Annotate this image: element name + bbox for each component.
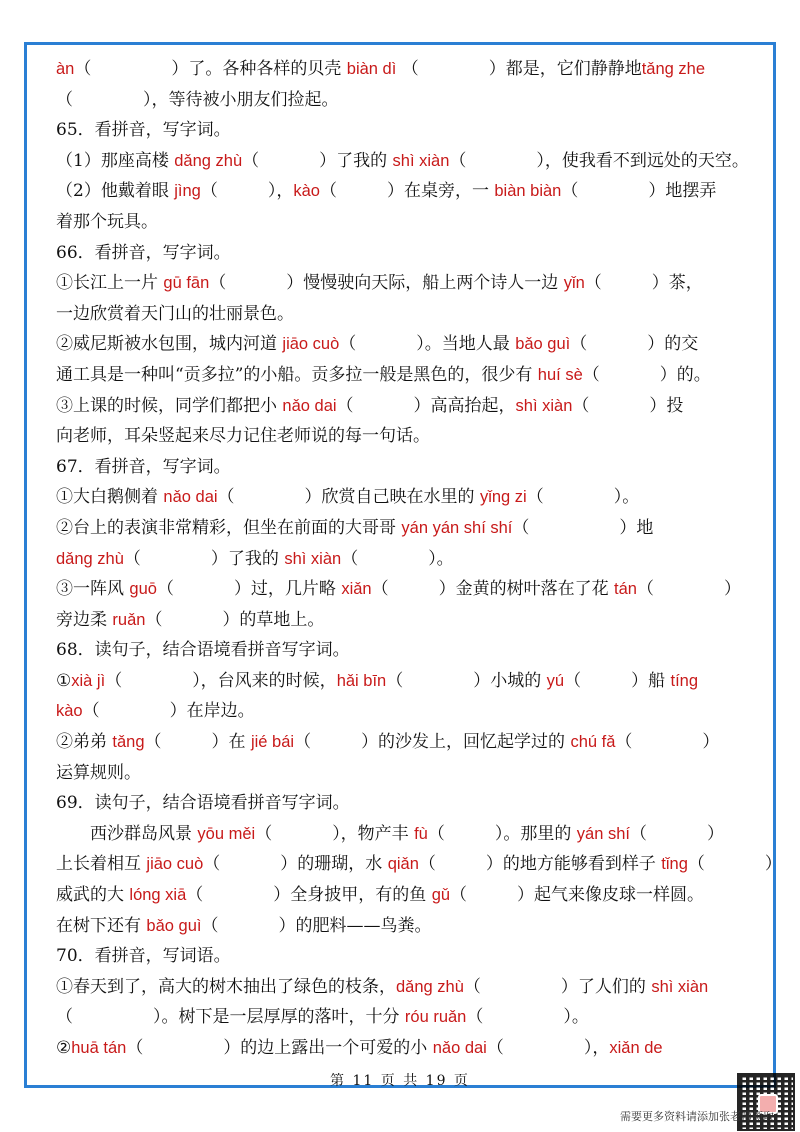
pinyin: xiǎn (341, 580, 372, 599)
worksheet-content (56, 54, 782, 1064)
pinyin: gū fān (163, 274, 210, 293)
text: （ (572, 395, 590, 416)
text-line (56, 972, 756, 1003)
text: （ (636, 579, 654, 600)
page-footer: 第 11 页 共 19 页 (330, 1073, 470, 1089)
pinyin: bǎo guì (146, 916, 202, 935)
pinyin: dǎng zhù (396, 977, 464, 996)
text: ） (723, 579, 741, 600)
text: （ (203, 854, 221, 875)
pinyin: jiāo cuò (282, 335, 340, 354)
text: ）在岸边。 (169, 701, 255, 722)
text: （ (449, 150, 467, 171)
text: ）在 (211, 732, 251, 753)
text: （ (687, 854, 705, 875)
pinyin: yán yán shí shí (401, 518, 513, 537)
text-line (56, 299, 756, 330)
text: 旁边柔 (56, 609, 113, 630)
text: （ (74, 59, 92, 79)
text: ）茶， (651, 273, 703, 294)
text: ）过，几片略 (233, 579, 342, 600)
text: （ (615, 732, 633, 753)
text: 通工具是一种叫“贡多拉”的小船。贡多拉一般是黑色的，很少有 (56, 364, 538, 385)
promo-text: 需要更多资料请添加张老师领取 (620, 1110, 774, 1123)
text: （ (339, 334, 357, 355)
text-line (56, 666, 756, 697)
text-line (56, 482, 756, 513)
text: 运算规则。 (56, 762, 141, 783)
text: 一边欣赏着天门山的壮丽景色。 (56, 303, 294, 324)
text-line (56, 238, 756, 269)
text-line (56, 788, 756, 819)
text: ），等待被小朋友们捡起。 (143, 89, 339, 110)
pinyin: yǐng zi (479, 488, 527, 507)
text: ①大白鹅侧着 (56, 487, 164, 508)
text: （ (486, 1038, 504, 1058)
text: ①长江上一片 (56, 273, 164, 294)
text: （ (56, 89, 73, 110)
pinyin: jìng (174, 182, 201, 201)
text: （ (341, 548, 359, 569)
pinyin: yán shí (576, 824, 630, 843)
pinyin: guō (129, 580, 157, 599)
text: 69．读句子，结合语境看拼音写字词。 (56, 793, 350, 814)
text: ）的肥料——鸟粪。 (278, 915, 432, 936)
pinyin: qiǎn (387, 855, 419, 874)
text-line (56, 268, 756, 299)
pinyin: jié bái (250, 733, 295, 752)
text: （ (418, 854, 436, 875)
text: ）的沙发上，回忆起学过的 (361, 732, 571, 753)
text: ①春天到了，高大的树木抽出了绿色的枝条， (56, 976, 396, 997)
text-line (56, 115, 756, 146)
text: ）小城的 (473, 670, 547, 691)
pinyin: tǎng (112, 733, 145, 752)
pinyin: tíng (670, 671, 699, 690)
text: 67．看拼音，写字词。 (56, 456, 231, 477)
text-line (56, 1002, 756, 1033)
text: （ (629, 823, 647, 844)
text-line (56, 329, 756, 360)
text: ） (706, 823, 724, 844)
text-line (56, 85, 756, 116)
text: ）起气来像皮球一样圆。 (517, 885, 705, 906)
pinyin: xiǎn de (609, 1039, 663, 1057)
text: 68．读句子，结合语境看拼音写字词。 (56, 640, 350, 661)
text-line (56, 421, 756, 452)
text: ）了。各种各样的贝壳 (171, 59, 347, 79)
text: 66．看拼音，写字词。 (56, 242, 231, 263)
text: ）。那里的 (494, 823, 577, 844)
text-line (56, 911, 756, 942)
text: （ (156, 579, 174, 600)
pinyin: dǎng zhù (174, 151, 243, 170)
text: （ (123, 548, 141, 569)
pinyin: biàn dì (346, 60, 397, 78)
text: （ (200, 181, 218, 202)
text: （ (463, 976, 481, 997)
text: 着那个玩具。 (56, 211, 158, 232)
pinyin: huā tán (71, 1039, 127, 1057)
text: ）， (267, 181, 294, 202)
text: ）。 (613, 487, 640, 508)
text: ③上课的时候，同学们都把小 (56, 395, 283, 416)
text: （ (526, 487, 544, 508)
text: （ (82, 701, 100, 722)
pinyin: chú fǎ (570, 733, 616, 752)
text: （ (145, 609, 163, 630)
pinyin: shì xiàn (284, 549, 342, 568)
text: ）了人们的 (560, 976, 652, 997)
text: （ (561, 181, 579, 202)
text: （ (56, 1007, 73, 1028)
text: 在树下还有 (56, 915, 147, 936)
text: （ (396, 59, 419, 79)
text: ）高高抬起， (413, 395, 516, 416)
text-line (56, 758, 756, 789)
text: ）的草地上。 (222, 609, 325, 630)
text: ）的地方能够看到样子 (485, 854, 662, 875)
text: ）金黄的树叶落在了花 (438, 579, 615, 600)
text: （ (217, 487, 235, 508)
text: ），物产丰 (332, 823, 415, 844)
text-line (56, 849, 782, 880)
text: 上长着相互 (56, 854, 147, 875)
pinyin: yǐn (563, 274, 585, 293)
text: 西沙群岛风景 (90, 823, 198, 844)
pinyin: róu ruǎn (404, 1008, 467, 1027)
text: （ (294, 732, 312, 753)
text-line (56, 880, 756, 911)
text-line (56, 574, 756, 605)
pinyin: yōu měi (197, 824, 256, 843)
text: ② (56, 1038, 72, 1058)
pinyin: biàn biàn (494, 182, 562, 201)
pinyin: tǎng zhe (641, 60, 706, 78)
text: （ (201, 915, 219, 936)
text: ③一阵风 (56, 579, 130, 600)
text: ）。当地人最 (416, 334, 516, 355)
text-line (56, 146, 756, 177)
text: （ (427, 823, 445, 844)
text: （ (144, 732, 162, 753)
text: 70．看拼音，写词语。 (56, 946, 231, 967)
pinyin: dǎng zhù (56, 549, 124, 568)
text: ① (56, 670, 72, 691)
text: 向老师，耳朵竖起来尽力记住老师说的每一句话。 (56, 426, 430, 447)
pinyin: shì xiàn (651, 977, 709, 996)
text: （ (242, 150, 260, 171)
pinyin: nǎo dai (432, 1039, 487, 1057)
text-line (56, 176, 756, 207)
pinyin: tán (614, 580, 637, 599)
text: （ (126, 1038, 144, 1058)
text: （ (512, 517, 530, 538)
text-line (56, 207, 756, 238)
text: （ (319, 181, 337, 202)
pinyin: huí sè (537, 365, 583, 384)
text: （ (186, 885, 204, 906)
text-line (56, 819, 756, 850)
pinyin: kào (56, 702, 83, 721)
pinyin: lóng xiā (129, 886, 187, 905)
text-line (56, 1033, 756, 1064)
pinyin: bǎo guì (515, 335, 571, 354)
text: （ (209, 273, 227, 294)
text: ）投 (649, 395, 684, 416)
text: ）了我的 (319, 150, 393, 171)
text: ②威尼斯被水包围，城内河道 (56, 334, 283, 355)
text-line (56, 941, 756, 972)
pinyin: jiāo cuò (146, 855, 204, 874)
pinyin: tǐng (661, 855, 688, 874)
text-line (56, 360, 756, 391)
text: ）都是，它们静静地 (488, 59, 642, 79)
text: 65．看拼音，写字词。 (56, 120, 231, 141)
text: ）全身披甲，有的鱼 (273, 885, 432, 906)
text: ），使我看不到远处的天空。 (536, 150, 749, 171)
text: ）在桌旁，一 (386, 181, 495, 202)
text: ）， (583, 1038, 610, 1058)
pinyin: nǎo dai (282, 396, 337, 415)
text-line (56, 635, 756, 666)
text: （ (386, 670, 404, 691)
text: ）。 (563, 1007, 589, 1028)
text: ）的。 (659, 364, 711, 385)
text: ）地摆弄 (648, 181, 717, 202)
pinyin: àn (56, 60, 75, 78)
text: （ (255, 823, 273, 844)
text: （ (584, 273, 602, 294)
text: ）。树下是一层厚厚的落叶，十分 (153, 1007, 405, 1028)
pinyin: hǎi bīn (336, 671, 387, 690)
text: （ (105, 670, 123, 691)
text: （ (570, 334, 588, 355)
text-line (56, 605, 756, 636)
pinyin: fù (414, 824, 428, 843)
text: 威武的大 (56, 885, 130, 906)
text: ）慢慢驶向天际，船上两个诗人一边 (286, 273, 564, 294)
pinyin: kào (293, 182, 320, 201)
pinyin: xià jì (71, 671, 106, 690)
text-line (56, 727, 756, 758)
pinyin: ruǎn (112, 610, 146, 629)
text: ②弟弟 (56, 732, 113, 753)
text: ）的边上露出一个可爱的小 (223, 1038, 433, 1058)
text-line (56, 54, 756, 85)
pinyin: nǎo dai (163, 488, 218, 507)
text: （ (466, 1007, 484, 1028)
text: ②台上的表演非常精彩，但坐在前面的大哥哥 (56, 517, 402, 538)
text-line (56, 391, 756, 422)
text: ） (702, 732, 720, 753)
text: ），台风来的时候， (192, 670, 337, 691)
text: ）。 (428, 548, 454, 569)
text: （2）他戴着眼 (56, 181, 175, 202)
text: ）欣赏自己映在水里的 (304, 487, 480, 508)
text: （ (564, 670, 582, 691)
text-line (56, 544, 756, 575)
pinyin: shì xiàn (392, 151, 450, 170)
text: （ (371, 579, 389, 600)
text: （1）那座高楼 (56, 150, 175, 171)
pinyin: gǔ (431, 886, 451, 905)
pinyin: yú (546, 671, 565, 690)
text: ）地 (619, 517, 654, 538)
text-line (56, 513, 756, 544)
text: （ (336, 395, 354, 416)
text: （ (450, 885, 468, 906)
text: ）的珊瑚，水 (280, 854, 388, 875)
text: ）船 (631, 670, 671, 691)
text: ）的交 (647, 334, 699, 355)
text: （ (582, 364, 600, 385)
pinyin: shì xiàn (515, 396, 573, 415)
text: ）了我的 (210, 548, 285, 569)
text-line (56, 452, 756, 483)
text-line (56, 696, 756, 727)
text: ） (764, 854, 782, 875)
